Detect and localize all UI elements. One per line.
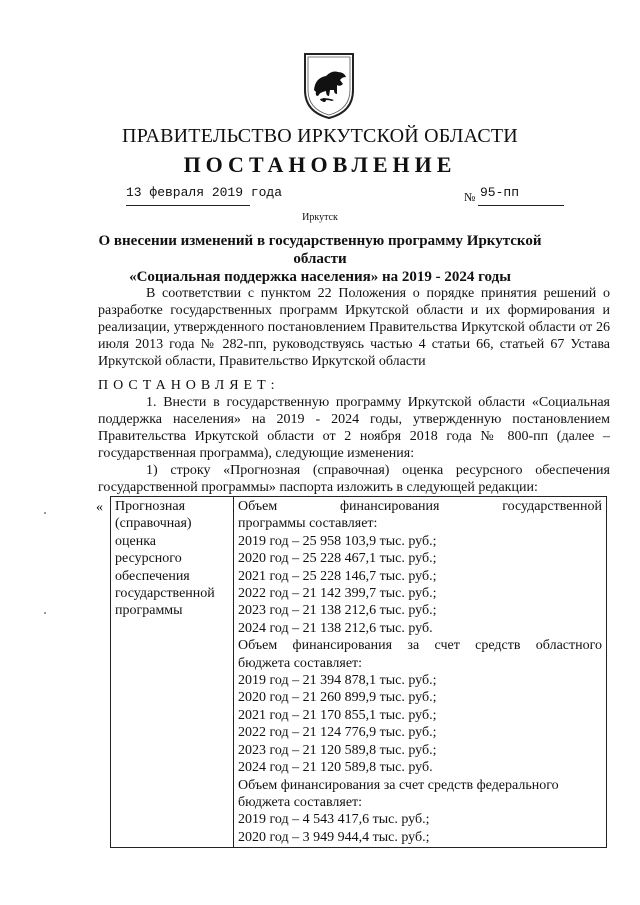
- total-year-line: 2023 год – 21 138 212,6 тыс. руб.;: [238, 603, 437, 619]
- label-line: (справочная): [115, 516, 192, 532]
- label-line: ресурсного: [115, 551, 182, 567]
- table-row-label-cell: [111, 497, 234, 848]
- decree-verb: ПОСТАНОВЛЯЕТ:: [98, 378, 280, 393]
- date-underline: [126, 205, 250, 206]
- total-year-line: 2020 год – 25 228 467,1 тыс. руб.;: [238, 551, 437, 567]
- document-number: 95-пп: [480, 185, 520, 200]
- resource-table: [110, 496, 607, 848]
- heading-word: государственной: [502, 499, 602, 514]
- total-year-line: 2022 год – 21 142 399,7 тыс. руб.;: [238, 586, 437, 602]
- title-line-2: «Социальная поддержка населения» на 2019 - 2024 годы: [129, 269, 511, 285]
- total-year-line: 2019 год – 25 958 103,9 тыс. руб.;: [238, 533, 437, 549]
- preamble-paragraph: В соответствии с пунктом 22 Положения о порядке принятия решений о разработке государственных программ Иркутской области и их формирования и реализации, утвержденного постановлением Правительства Иркутской области от 26 июля 2013 года № 282-пп, руководствуясь частью 4 статьи 66, статьей 67 Устава Иркутской области, Правительство Иркутской области: [98, 286, 610, 369]
- federal-financing-heading-2: бюджета составляет:: [238, 794, 363, 810]
- scan-speck: [44, 612, 46, 614]
- label-line: оценка: [115, 533, 157, 549]
- government-name: ПРАВИТЕЛЬСТВО ИРКУТСКОЙ ОБЛАСТИ: [122, 125, 518, 147]
- total-year-line: 2024 год – 21 138 212,6 тыс. руб.: [238, 620, 433, 636]
- document-type: ПОСТАНОВЛЕНИЕ: [183, 152, 457, 177]
- total-year-line: 2021 год – 25 228 146,7 тыс. руб.;: [238, 568, 437, 584]
- title-line-1: О внесении изменений в государственную программу Иркутской области: [98, 233, 542, 267]
- scan-speck: [44, 512, 46, 514]
- heading-word: Объем: [238, 499, 278, 514]
- label-line: обеспечения: [115, 568, 190, 584]
- document-date: 13 февраля 2019 года: [126, 185, 283, 200]
- label-line: программы: [115, 603, 183, 619]
- coat-of-arms-emblem: [302, 50, 356, 120]
- label-line: Прогнозная: [115, 499, 186, 514]
- document-title: [80, 232, 560, 286]
- number-sign: №: [464, 190, 476, 204]
- regional-financing-heading: Объем финансирования за счет средств областного: [238, 638, 602, 654]
- clause-1-paragraph: 1. Внести в государственную программу Иркутской области «Социальная поддержка населения» на 2019 - 2024 годы, утвержденную постановлением Правительства Иркутской области от 2 ноября 2018 года № 800-пп (далее – государственная программа), следующие изменения:: [98, 395, 610, 461]
- regional-year-line: 2019 год – 21 394 878,1 тыс. руб.;: [238, 673, 437, 689]
- regional-year-line: 2022 год – 21 124 776,9 тыс. руб.;: [238, 725, 437, 741]
- regional-year-line: 2024 год – 21 120 589,8 тыс. руб.: [238, 760, 433, 776]
- total-financing-heading: [238, 498, 602, 515]
- federal-financing-heading: Объем финансирования за счет средств федерального: [238, 777, 559, 793]
- table-open-quote: «: [96, 500, 103, 515]
- table-row-value-cell: [234, 497, 607, 848]
- total-financing-heading-2: программы составляет:: [238, 516, 378, 532]
- federal-year-line: 2019 год – 4 543 417,6 тыс. руб.;: [238, 812, 430, 828]
- regional-year-line: 2023 год – 21 120 589,8 тыс. руб.;: [238, 742, 437, 758]
- regional-year-line: 2021 год – 21 170 855,1 тыс. руб.;: [238, 707, 437, 723]
- heading-word: финансирования: [339, 499, 440, 514]
- city-name: Иркутск: [302, 212, 338, 223]
- regional-year-line: 2020 год – 21 260 899,9 тыс. руб.;: [238, 690, 437, 706]
- label-line: государственной: [115, 586, 215, 602]
- table-row: [111, 497, 607, 848]
- regional-financing-heading-2: бюджета составляет:: [238, 655, 363, 671]
- federal-year-line: 2020 год – 3 949 944,4 тыс. руб.;: [238, 829, 430, 845]
- clause-1-subitem-1: 1) строку «Прогнозная (справочная) оценка ресурсного обеспечения государственной программы» паспорта изложить в следующей редакции:: [98, 463, 610, 495]
- number-underline: [478, 205, 564, 206]
